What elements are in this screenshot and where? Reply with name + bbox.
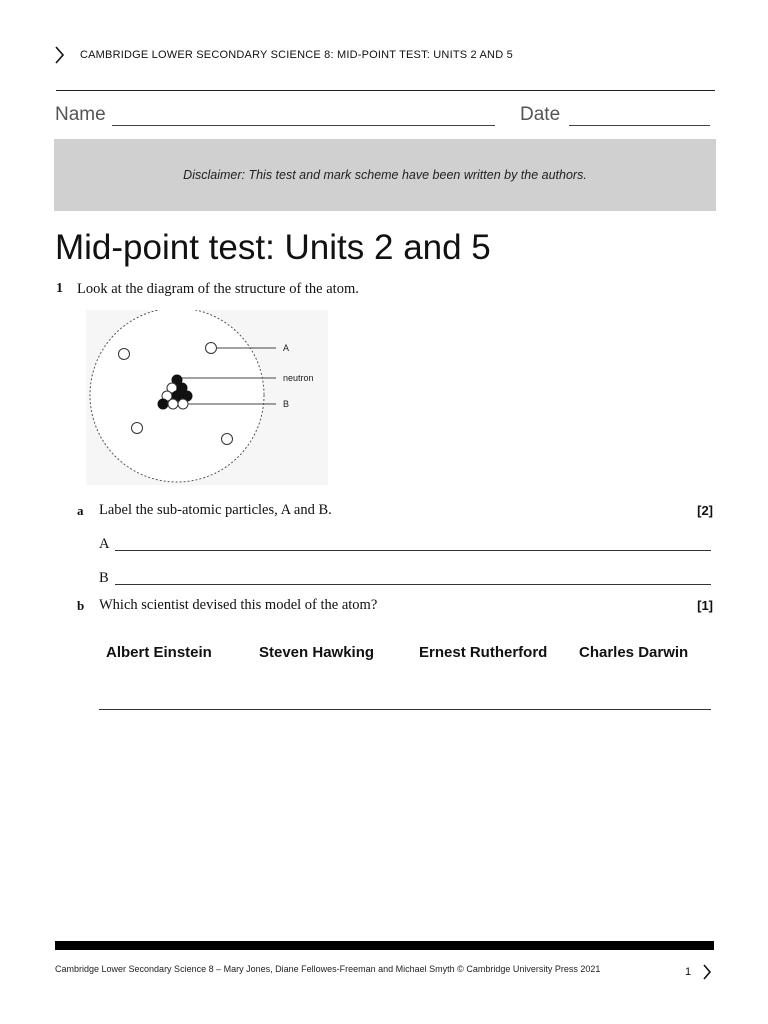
option-charles-darwin: Charles Darwin: [579, 644, 689, 661]
option-ernest-rutherford: Ernest Rutherford: [419, 644, 548, 661]
disclaimer-text: Disclaimer: This test and mark scheme have been written by the authors.: [183, 168, 587, 182]
nucleus-particle: [178, 399, 188, 409]
chevron-right-icon[interactable]: [700, 962, 714, 982]
answer-a-field[interactable]: [115, 550, 711, 551]
electron: [206, 343, 217, 354]
question-number: 1: [56, 281, 63, 296]
footer-bar: [55, 941, 714, 950]
electron: [132, 423, 143, 434]
page-number: 1: [685, 966, 692, 978]
option-steven-hawking: Steven Hawking: [259, 644, 375, 661]
date-field[interactable]: [569, 125, 710, 126]
chevron-right-icon: [52, 44, 68, 66]
question-text: Look at the diagram of the structure of the atom.: [77, 281, 359, 297]
header-rule: [56, 90, 715, 91]
diagram-label-b: B: [283, 399, 290, 409]
option-albert-einstein: Albert Einstein: [106, 644, 212, 661]
electron: [222, 434, 233, 445]
name-date-row: [55, 104, 715, 130]
nucleus-particle: [168, 399, 178, 409]
name-label: Name: [55, 104, 106, 125]
diagram-label-neutron: neutron: [283, 373, 314, 383]
part-a-marks: [2]: [697, 503, 713, 518]
answer-b-label: B: [99, 570, 109, 586]
date-label: Date: [520, 104, 561, 125]
footer-credit: Cambridge Lower Secondary Science 8 – Mary Jones, Diane Fellowes-Freeman and Michael Smyth © Cambridge University Press 2021: [55, 964, 601, 974]
diagram-label-a: A: [283, 343, 290, 353]
part-b-letter: b: [77, 598, 85, 613]
disclaimer-box: [54, 139, 716, 211]
running-header: CAMBRIDGE LOWER SECONDARY SCIENCE 8: MID-POINT TEST: UNITS 2 AND 5: [80, 49, 513, 61]
name-field[interactable]: [112, 125, 495, 126]
answer-a-label: A: [99, 536, 110, 552]
part-a-text: Label the sub-atomic particles, A and B.: [99, 502, 332, 518]
part-a-letter: a: [77, 503, 84, 518]
nucleus-particle: [158, 399, 168, 409]
part-b-text: Which scientist devised this model of the atom?: [99, 597, 378, 613]
part-b-marks: [1]: [697, 598, 713, 613]
electron: [119, 349, 130, 360]
answer-b-field[interactable]: [115, 584, 711, 585]
atom-diagram: [86, 310, 328, 485]
answer-scientist-field[interactable]: [99, 709, 711, 710]
page-title: Mid-point test: Units 2 and 5: [55, 228, 491, 267]
